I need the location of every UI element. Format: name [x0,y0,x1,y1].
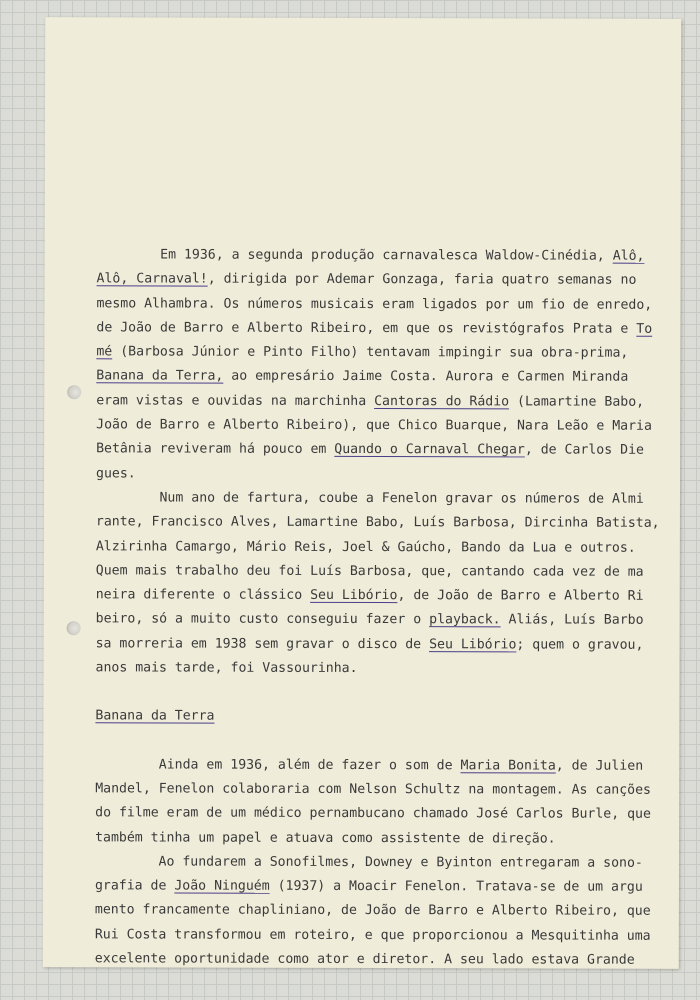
paragraph [95,850,655,973]
text-line [95,947,655,973]
punch-hole [67,385,81,399]
text-line [96,365,656,391]
text-run: eram vistas e ouvidas na marchinha [96,393,375,409]
text-line [95,511,660,537]
text-line [96,340,656,366]
text-run: Ao fundarem a Sonofilmes, Downey e Byinton entregaram a sono- [95,854,643,871]
underlined-title: To [636,321,653,337]
paragraph [95,753,655,852]
text-run: , de Carlos Die [524,442,644,459]
text-run: neira diferente o clássico [95,587,311,604]
text-run: mento francamente chapliniano, de João de Barro e Alberto Ribeiro, que [94,902,651,920]
underlined-title: Seu Libório [310,588,398,604]
text-run: excelente oportunidade como ator e diretor. A seu lado estava Grande [94,951,635,968]
underlined-title: Banana da Terra, [96,368,224,385]
text-line [95,753,655,779]
text-run: rante, Francisco Alves, Lamartine Babo, Luís Barbosa, Dircinha Batista, [95,514,660,532]
text-line [95,705,655,731]
text-run: grafia de [94,878,175,894]
text-run: Ainda em 1936, além de fazer o som de [95,756,461,773]
text-line [96,389,656,415]
underlined-title: João Ninguém [174,878,270,894]
text-run: ao empresário Jaime Costa. Aurora e Carmen Miranda [223,369,629,386]
text-line [96,292,656,318]
underlined-title: Alô, [612,248,645,264]
paragraph [95,486,660,682]
text-run: Quem mais trabalho deu foi Luís Barbosa, que, cantando cada vez de ma [95,563,644,580]
punch-hole [67,621,81,635]
text-run: beiro, só a muito custo conseguiu fazer o [95,611,430,628]
text-line [96,486,656,512]
text-run: mesmo Alhambra. Os números musicais eram ligados por um fio de enredo, [96,295,653,313]
underlined-title: Maria Bonita [460,757,556,774]
text-run: Aliás, Luís Barbo [500,612,644,629]
text-line [95,850,655,876]
text-run: Mandel, Fenelon colaboraria com Nelson Schultz na montagem. As canções [95,781,652,798]
text-run: de João de Barro e Alberto Ribeiro, em que os revistógrafos Prata e [96,320,637,337]
text-run: ; quem o gravou, [516,637,644,653]
text-line [97,243,657,269]
underlined-title: Alô, Carnaval! [96,271,208,287]
text-line [96,316,656,342]
text-line [95,899,655,925]
text-run: , de João de Barro e Alberto Ri [397,588,644,604]
text-line [96,438,656,464]
text-line [96,413,656,439]
text-line [96,535,656,561]
text-run: anos mais tarde, foi Vassourinha. [95,660,358,677]
text-line [95,777,655,803]
text-run: , dirigida por Ademar Gonzaga, faria quatro semanas no [207,271,637,289]
text-line [96,559,656,585]
text-line [96,583,656,609]
underlined-title: mé [96,344,113,360]
text-run: João de Barro e Alberto Ribeiro), que Chico Buarque, Nara Leão e Maria [96,417,652,434]
text-line [96,632,656,658]
text-run: (Lamartine Babo, [509,394,645,410]
text-run: Em 1936, a segunda produção carnavalesca Waldow-Cinédia, [96,247,613,264]
underlined-title: Cantoras do Rádio [374,393,510,410]
underlined-title: Seu Libório [429,636,517,653]
text-line [96,656,656,682]
underlined-title: Banana da Terra [95,708,215,724]
text-run: (Barbosa Júnior e Pinto Filho) tentavam impingir sua obra-prima, [112,344,629,361]
text-run: do filme eram de um médico pernambucano chamado José Carlos Burle, que [95,805,651,822]
section-heading [95,705,655,731]
text-line [95,874,655,900]
text-run: gues. [96,465,136,482]
text-line [95,826,655,852]
text-run: (1937) a Moacir Fenelon. Tratava-se de um argu [269,878,643,895]
text-run: sa morreria em 1938 sem gravar o disco de [95,636,430,652]
paragraph [96,243,657,487]
text-line [95,802,655,828]
text-run: , de Julien [555,758,644,774]
text-run: Betânia reviveram há pouco em [96,441,335,458]
typed-page [43,17,681,969]
text-line [95,923,655,949]
document-body [94,243,660,973]
text-run: Rui Costa transformou em roteiro, e que proporcionou a Mesquitinha uma [94,927,651,944]
underlined-title: Quando o Carnaval Chegar [334,442,525,458]
text-run: também tinha um papel e atuava como assistente de direção. [95,829,556,847]
text-run: Alzirinha Camargo, Mário Reis, Joel & Gaúcho, Bando da Lua e outros. [95,538,636,556]
text-run: Num ano de fartura, coube a Fenelon gravar os números de Almi [95,490,644,507]
text-line [96,608,656,634]
underlined-title: playback. [429,612,501,628]
text-line [97,268,657,294]
text-line [96,462,656,488]
